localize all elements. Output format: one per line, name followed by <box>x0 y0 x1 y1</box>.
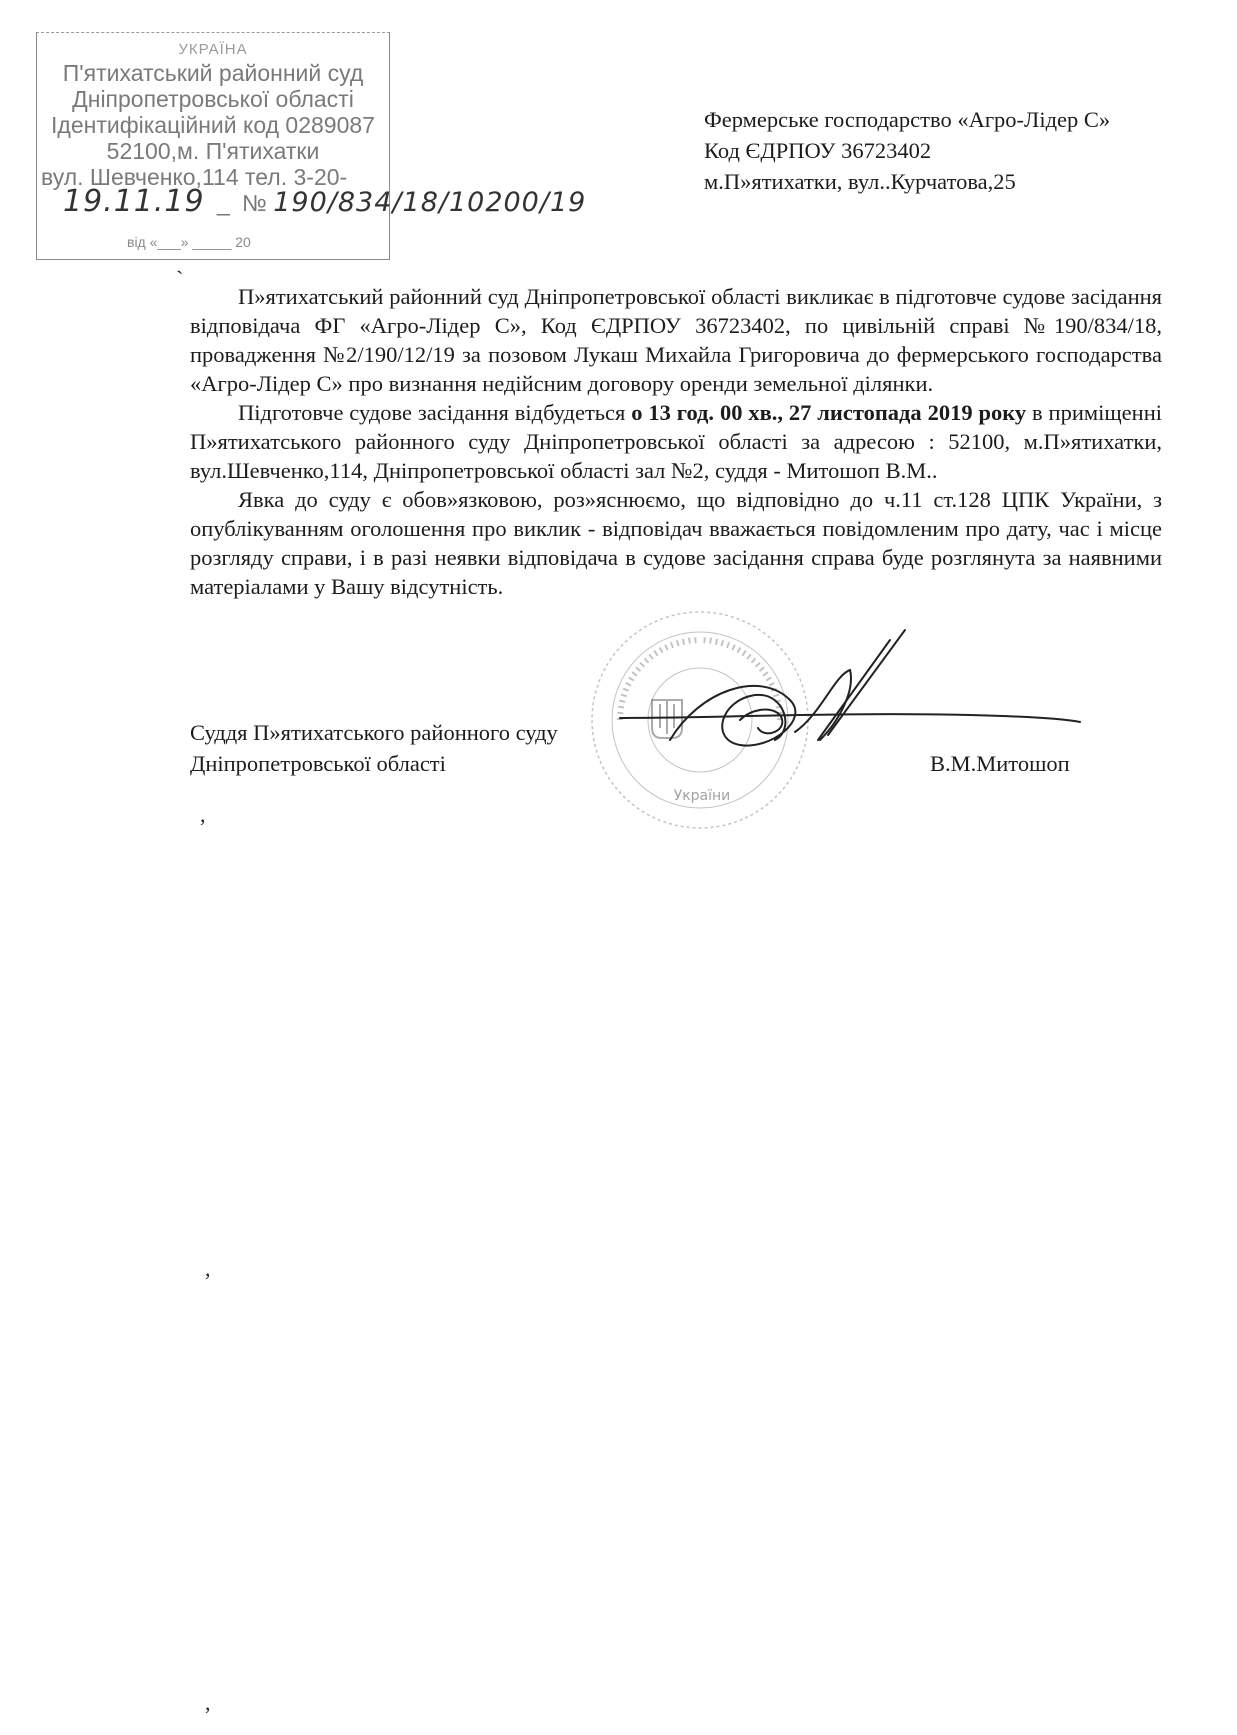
addressee-block <box>704 104 1224 197</box>
hearing-paragraph <box>190 398 1162 485</box>
addressee-code: Код ЄДРПОУ 36723402 <box>704 138 932 163</box>
trident-icon <box>652 700 682 738</box>
judge-title-line1: Суддя П»ятихатського районного суду <box>190 720 558 745</box>
summons-paragraph: П»ятихатський районний суд Дніпропетровської області викликає в підготовче судове засідання відповідача ФГ «Агро-Лідер С», Код ЄДРПОУ 36723402, по цивільній справі №190/834/18, провадження №2/190/12/19 за позовом Лукаш Михайла Григоровича до фермерського господарства «Агро-Лідер С» про визнання недійсним договору оренди земельної ділянки. <box>190 284 1162 396</box>
stamp-outgoing-row: 19.11.19 _ № 190/834/18/10200/19 <box>63 184 587 219</box>
addressee-address: м.П»ятихатки, вул..Курчатова,25 <box>704 169 1016 194</box>
registration-stamp <box>36 32 587 260</box>
stamp-outgoing-number: 190/834/18/10200/19 <box>273 187 587 218</box>
attendance-paragraph: Явка до суду є обов»язковою, роз»яснюємо, що відповідно до ч.11 ст.128 ЦПК України, з опублікуванням оголошення про виклик - відповідач вважається повідомленим про дату, час і місце розгляду справи, і в разі неявки відповідача в судове засідання справа буде розглянута за наявними матеріалами у Вашу відсутність. <box>190 487 1162 599</box>
stray-mark: , <box>205 1256 211 1281</box>
stamp-country: УКРАЇНА <box>178 41 248 58</box>
court-seal-and-signature <box>590 600 1090 840</box>
stamp-id-code: Ідентифікаційний код 0289087 <box>51 112 375 138</box>
judge-name: В.М.Митошоп <box>930 751 1070 776</box>
hearing-text-start: Підготовче судове засідання відбудеться <box>238 400 632 425</box>
summons-body <box>190 282 1162 601</box>
stamp-street: вул. Шевченко,114 тел. 3-20- <box>41 164 348 190</box>
judge-title <box>190 717 558 779</box>
stamp-region: Дніпропетровської області <box>72 86 354 112</box>
stamp-court: П'ятихатський районний суд <box>62 60 364 86</box>
seal-inner-text: України <box>673 788 731 804</box>
judge-title-line2: Дніпропетровської області <box>190 751 446 776</box>
addressee-name: Фермерське господарство «Агро-Лідер С» <box>704 107 1111 132</box>
hearing-datetime: о 13 год. 00 хв., 27 листопада 2019 року <box>631 400 1027 425</box>
stamp-city: 52100,м. П'ятихатки <box>106 138 320 164</box>
stamp-outgoing-date: 19.11.19 <box>63 184 205 219</box>
stray-mark: ` <box>176 266 184 291</box>
hearing-text-end: в приміщенні П»ятихатського районного суду Дніпропетровської області за адресою : 52100, м.П»ятихатки, вул.Шевченко,114, Дніпропетровської області зал №2, суддя - Митошоп В.М.. <box>190 400 1162 483</box>
stamp-number-label: № <box>242 190 267 216</box>
judge-signature <box>620 630 1080 746</box>
stray-mark: , <box>205 1690 211 1715</box>
stamp-received-line: від «___» _____ 20 <box>127 234 251 250</box>
stray-mark: , <box>200 802 206 827</box>
